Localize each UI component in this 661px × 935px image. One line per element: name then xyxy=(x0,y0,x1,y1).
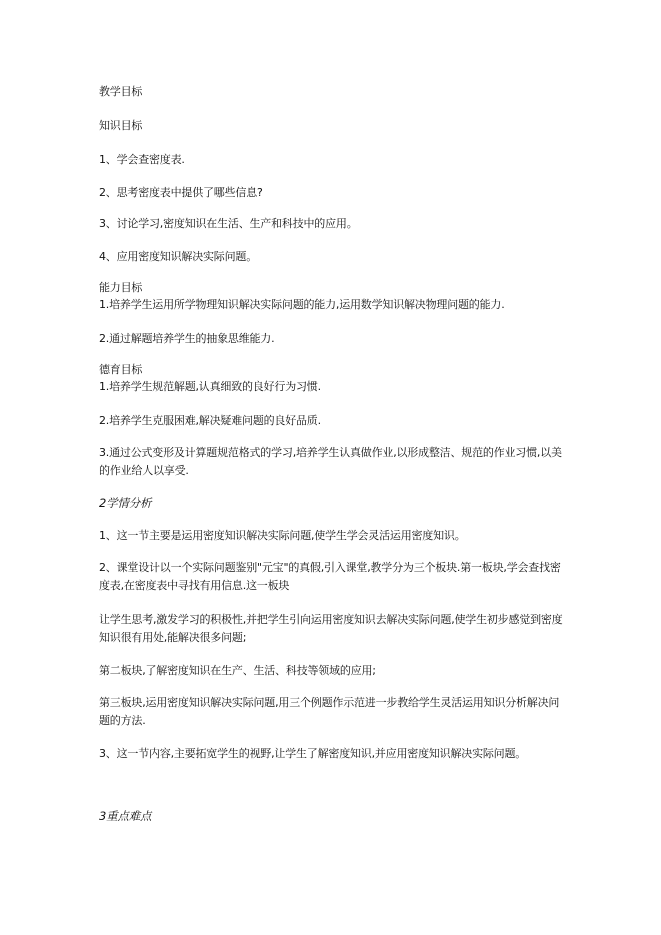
knowledge-item-4: 4、应用密度知识解决实际问题。 xyxy=(99,250,257,263)
analysis-block-2: 第二板块,了解密度知识在生产、生活、科技等领域的应用; xyxy=(99,664,376,677)
moral-item-2: 2.培养学生克服困难,解决疑难问题的良好品质. xyxy=(99,414,321,427)
analysis-item-1: 1、这一节主要是运用密度知识解决实际问题,使学生学会灵活运用密度知识。 xyxy=(99,529,466,542)
analysis-item-2: 2、课堂设计以一个实际问题鉴别"元宝"的真假,引入课堂,教学分为三个板块.第一板块,学会查找密度表,在密度表中寻找有用信息.这一板块 xyxy=(99,561,561,592)
knowledge-item-2: 2、思考密度表中提供了哪些信息? xyxy=(99,186,263,199)
knowledge-item-3: 3、讨论学习,密度知识在生活、生产和科技中的应用。 xyxy=(99,217,358,230)
knowledge-heading: 知识目标 xyxy=(99,119,143,132)
ability-heading: 能力目标 xyxy=(99,281,143,294)
ability-item-2: 2.通过解题培养学生的抽象思维能力. xyxy=(99,332,275,345)
ability-item-1: 1.培养学生运用所学物理知识解决实际问题的能力,运用数学知识解决物理问题的能力. xyxy=(99,298,505,311)
knowledge-item-1: 1、学会查密度表. xyxy=(99,153,185,166)
analysis-heading: 2学情分析 xyxy=(99,496,152,510)
analysis-item-2-continued: 让学生思考,激发学习的积极性,并把学生引向运用密度知识去解决实际问题,使学生初步感觉到密度知识很有用处,能解决很多问题; xyxy=(99,613,563,644)
moral-heading: 德育目标 xyxy=(99,363,143,376)
moral-item-3: 3.通过公式变形及计算题规范格式的学习,培养学生认真做作业,以形成整洁、规范的作业习惯,以美的作业给人以享受. xyxy=(99,446,562,477)
analysis-block-3: 第三板块,运用密度知识解决实际问题,用三个例题作示范进一步教给学生灵活运用知识分析解决问题的方法. xyxy=(99,696,560,727)
difficulty-heading: 3重点难点 xyxy=(99,809,152,823)
doc-title: 教学目标 xyxy=(99,85,143,98)
analysis-item-3: 3、这一节内容,主要拓宽学生的视野,让学生了解密度知识,并应用密度知识解决实际问题。 xyxy=(99,747,527,760)
moral-item-1: 1.培养学生规范解题,认真细致的良好行为习惯. xyxy=(99,380,321,393)
